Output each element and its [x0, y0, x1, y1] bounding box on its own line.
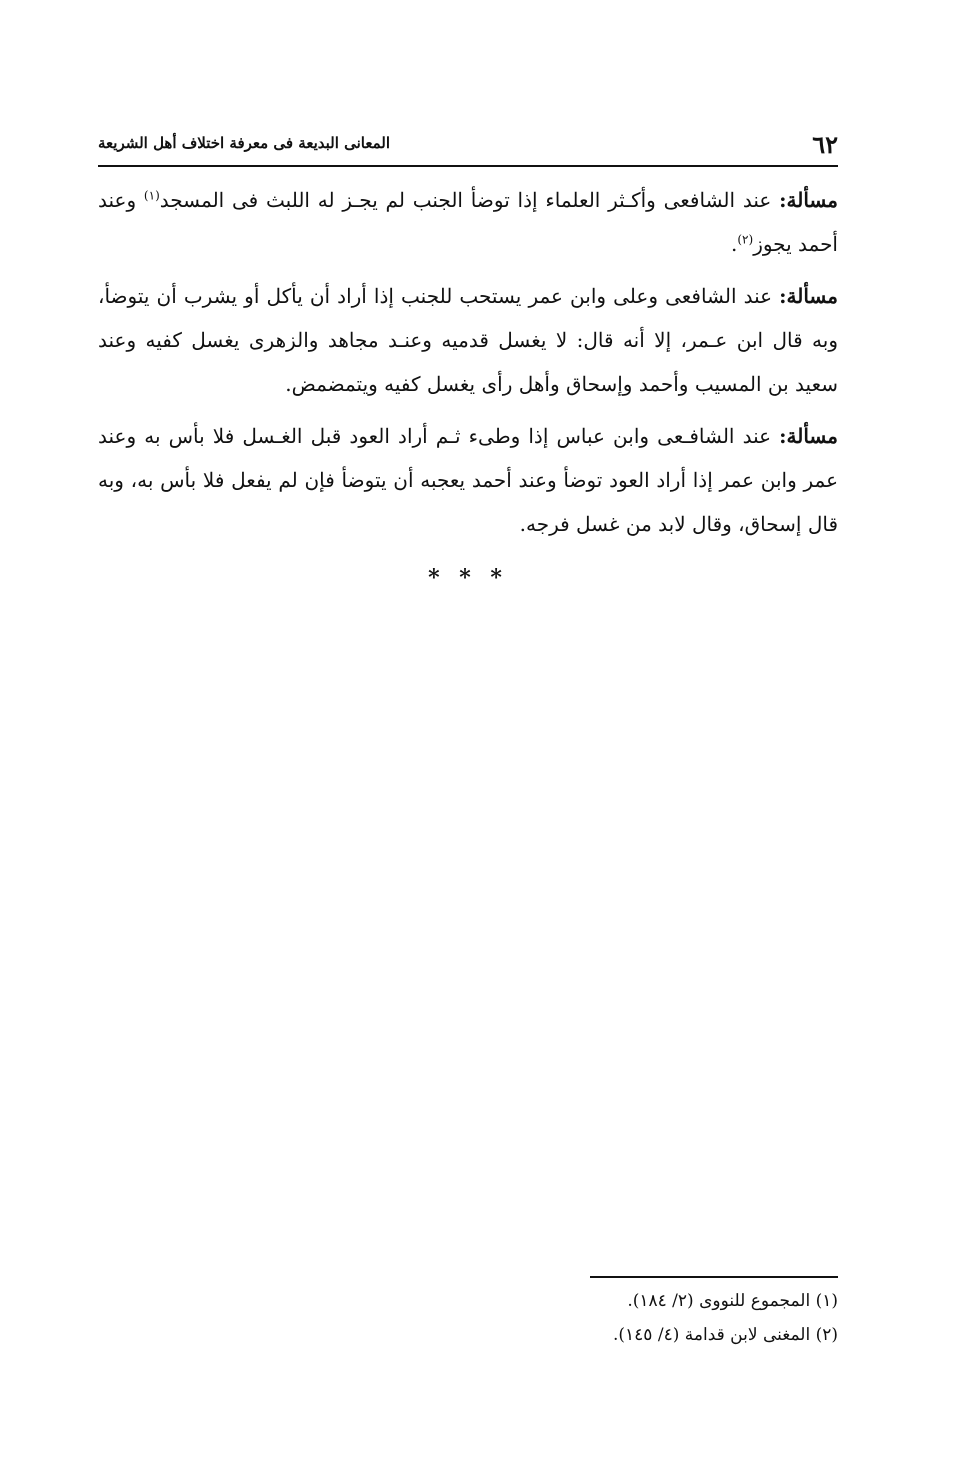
footnotes: [440, 1284, 838, 1352]
issue-label: مسألة:: [779, 424, 838, 448]
page-number: ٦٢: [812, 130, 838, 159]
issue-label: مسألة:: [779, 188, 838, 212]
paragraph-text: .: [731, 232, 738, 256]
paragraph-2: [98, 274, 838, 406]
issue-label: مسألة:: [779, 284, 838, 308]
paragraph-text: عند الشافـعى وابن عباس إذا وطىء ثـم أراد العود قبل الغـسل فلا بأس به وعند عمر وابن عمر إذا أراد العود توضأ وعند أحمد يعجبه أن يتوضأ فإن لم يفعل فلا بأس به، وبه قال إسحاق، وقال لابد من غسل فرجه.: [98, 424, 838, 536]
paragraph-3: [98, 414, 838, 546]
footnote-rule: [590, 1276, 838, 1278]
paragraph-text: وعند أحمد يجوز: [98, 188, 838, 256]
page-header: [98, 128, 838, 162]
paragraph-text: عند الشافعى وأكـثر العلماء إذا توضأ الجنب لم يجـز له اللبث فى المسجد: [159, 188, 780, 212]
section-separator: * * *: [428, 565, 508, 591]
paragraph-text: عند الشافعى وعلى وابن عمر يستحب للجنب إذا أراد أن يأكل أو يشرب أن يتوضأ، وبه قال ابن عـمر، إلا أنه قال: لا يغسل قدميه وعنـد مجاهد والزهرى يغسل كفيه وعند سعيد بن المسيب وأحمد وإسحاق وأهل رأى يغسل كفيه ويتمضمض.: [98, 284, 838, 396]
running-title: المعانى البديعة فى معرفة اختلاف أهل الشريعة: [98, 134, 391, 152]
footnote-1: (١) المجموع للنووى (٢/ ١٨٤).: [627, 1291, 838, 1311]
main-text: [98, 178, 838, 600]
footnote-ref-2[interactable]: (٢): [737, 232, 754, 247]
footnote-ref-1[interactable]: (١): [143, 188, 160, 203]
footnote-2: (٢) المغنى لابن قدامة (٤/ ١٤٥).: [613, 1325, 838, 1345]
paragraph-1: [98, 178, 838, 266]
header-rule: [98, 165, 838, 167]
